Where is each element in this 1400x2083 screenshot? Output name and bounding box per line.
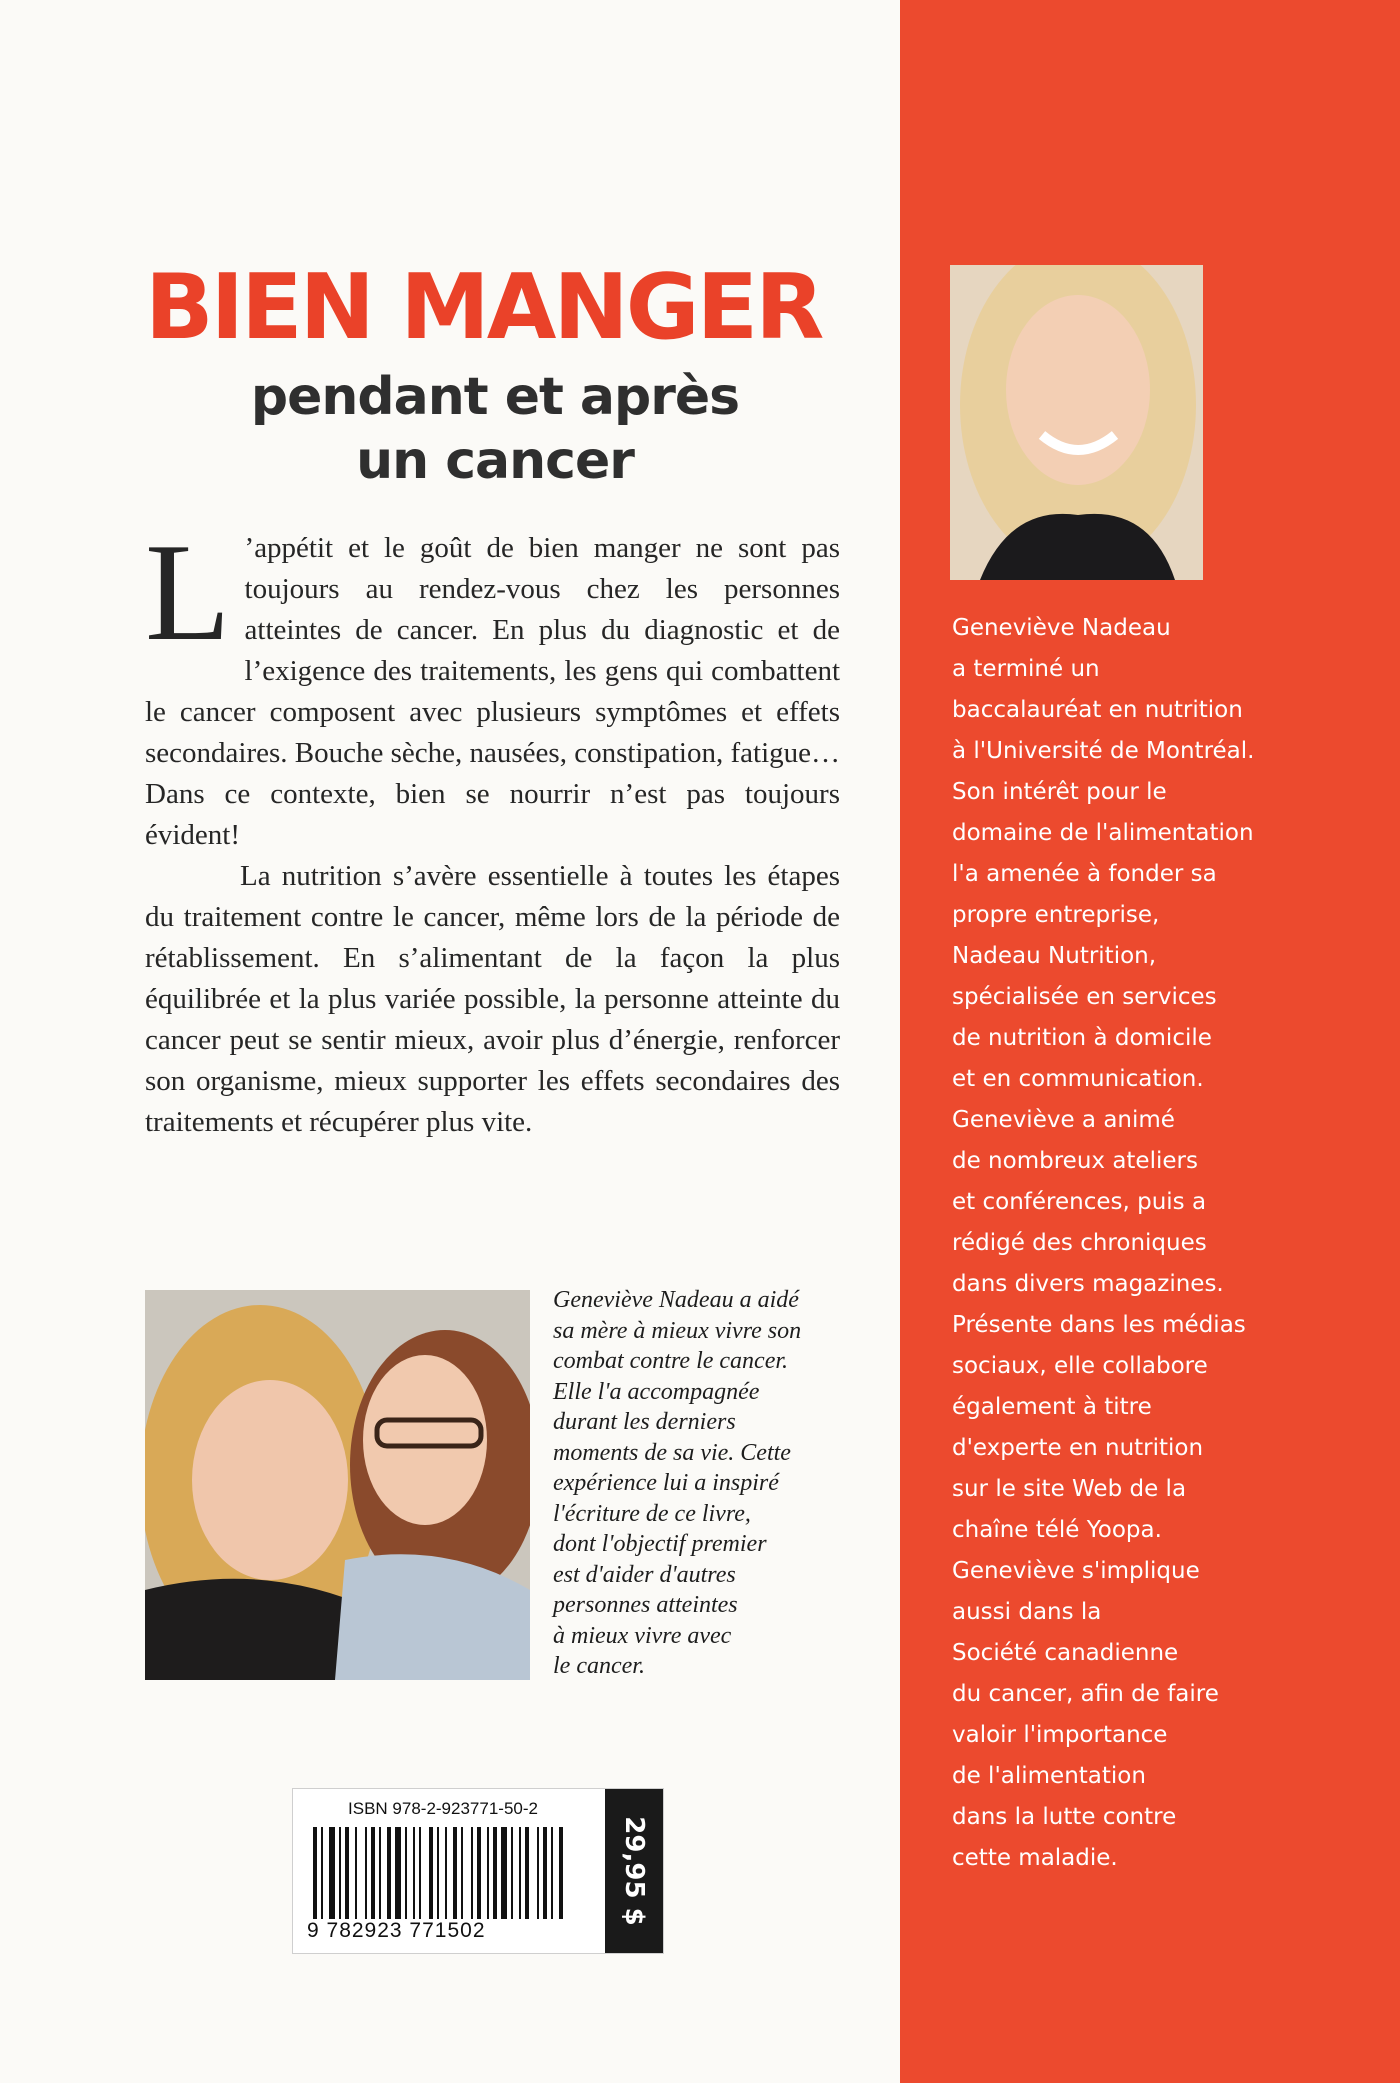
bio-line: dans divers magazines. bbox=[952, 1271, 1224, 1297]
blurb-paragraph-1 bbox=[145, 515, 840, 856]
caption-line: l'écriture de ce livre, bbox=[553, 1500, 751, 1527]
bio-line: chaîne télé Yoopa. bbox=[952, 1517, 1162, 1543]
bio-line: domaine de l'alimentation bbox=[952, 820, 1254, 846]
caption-line: dont l'objectif premier bbox=[553, 1531, 767, 1557]
subtitle-line-2: un cancer bbox=[356, 431, 634, 491]
portrait-illustration bbox=[950, 265, 1203, 580]
bio-line: de l'alimentation bbox=[952, 1763, 1146, 1789]
photo-illustration bbox=[145, 1290, 530, 1680]
blurb-paragraph-2: La nutrition s’avère essentielle à toutes les étapes du traitement contre le cancer, même lors de la période de rétablissement. En s’alimentant de la façon la plus équilibrée et la plus variée possible, la personne atteinte du cancer peut se sentir mieux, avoir plus d’énergie, renforcer son organisme, mieux supporter les effets secondaires des traitements et récupérer plus vite. bbox=[145, 860, 840, 1138]
bio-line: l'a amenée à fonder sa bbox=[952, 861, 1217, 887]
bio-line: de nombreux ateliers bbox=[952, 1148, 1198, 1174]
caption-line: Geneviève Nadeau a aidé bbox=[553, 1287, 799, 1313]
isbn-text: ISBN 978-2-923771-50-2 bbox=[348, 1799, 538, 1818]
book-subtitle bbox=[145, 365, 845, 493]
bio-line: de nutrition à domicile bbox=[952, 1025, 1212, 1051]
bio-line: Présente dans les médias bbox=[952, 1312, 1246, 1338]
bio-line: Société canadienne bbox=[952, 1640, 1179, 1666]
bio-line: sociaux, elle collabore bbox=[952, 1353, 1208, 1379]
barcode-icon bbox=[313, 1827, 585, 1919]
bio-line: d'experte en nutrition bbox=[952, 1435, 1204, 1461]
barcode-number: 9 782923 771502 bbox=[307, 1919, 486, 1942]
price-band bbox=[605, 1789, 663, 1953]
author-and-mother-photo bbox=[145, 1290, 530, 1680]
caption-line: combat contre le cancer. bbox=[553, 1348, 789, 1374]
bio-line: sur le site Web de la bbox=[952, 1476, 1187, 1502]
author-portrait bbox=[950, 265, 1203, 580]
bio-line: baccalauréat en nutrition bbox=[952, 697, 1243, 723]
bio-line: et en communication. bbox=[952, 1066, 1204, 1092]
blurb-text bbox=[145, 515, 840, 1143]
barcode-label bbox=[292, 1788, 664, 1954]
bio-line: a terminé un bbox=[952, 656, 1100, 682]
caption-line: moments de sa vie. Cette bbox=[553, 1439, 791, 1466]
price-text: 29,95 $ bbox=[619, 1816, 649, 1926]
caption-line: le cancer. bbox=[553, 1653, 645, 1679]
blurb-paragraph-1-text: ’appétit et le goût de bien manger ne sont pas toujours au rendez-vous chez les personnes atteintes de cancer. En plus du diagnostic et de l’exigence des traitements, les gens qui combattent le cancer composent avec plusieurs symptômes et effets secondaires. Bouche sèche, nausées, constipation, fatigue… Dans ce contexte, bien se nourrir n’est pas toujours évident! bbox=[145, 532, 840, 851]
photo-caption bbox=[553, 1285, 853, 1682]
bio-line: Geneviève s'implique bbox=[952, 1558, 1200, 1584]
bio-line: propre entreprise, bbox=[952, 902, 1160, 928]
caption-line: Elle l'a accompagnée bbox=[553, 1378, 760, 1405]
caption-line: à mieux vivre avec bbox=[553, 1622, 732, 1649]
bio-line: Geneviève a animé bbox=[952, 1107, 1175, 1133]
bio-line: spécialisée en services bbox=[952, 984, 1217, 1010]
bio-line: valoir l'importance bbox=[952, 1722, 1168, 1748]
bio-line: Geneviève Nadeau bbox=[952, 615, 1171, 641]
bio-line: et conférences, puis a bbox=[952, 1189, 1207, 1215]
bio-line: également à titre bbox=[952, 1394, 1152, 1420]
caption-line: durant les derniers bbox=[553, 1409, 736, 1435]
caption-line: est d'aider d'autres bbox=[553, 1561, 736, 1588]
bio-line: rédigé des chroniques bbox=[952, 1230, 1207, 1256]
subtitle-line-1: pendant et après bbox=[250, 367, 740, 427]
caption-line: sa mère à mieux vivre son bbox=[553, 1317, 802, 1344]
bio-line: Nadeau Nutrition, bbox=[952, 943, 1157, 969]
bio-line: aussi dans la bbox=[952, 1599, 1102, 1625]
bio-line: à l'Université de Montréal. bbox=[952, 738, 1255, 764]
bio-line: cette maladie. bbox=[952, 1845, 1118, 1871]
caption-line: expérience lui a inspiré bbox=[553, 1470, 779, 1496]
book-title: BIEN MANGER bbox=[145, 255, 822, 360]
drop-cap: L bbox=[145, 515, 231, 670]
bio-line: dans la lutte contre bbox=[952, 1804, 1177, 1830]
bio-line: Son intérêt pour le bbox=[952, 779, 1167, 805]
author-bio bbox=[952, 608, 1382, 1879]
caption-line: personnes atteintes bbox=[553, 1592, 738, 1618]
bio-line: du cancer, afin de faire bbox=[952, 1681, 1219, 1707]
